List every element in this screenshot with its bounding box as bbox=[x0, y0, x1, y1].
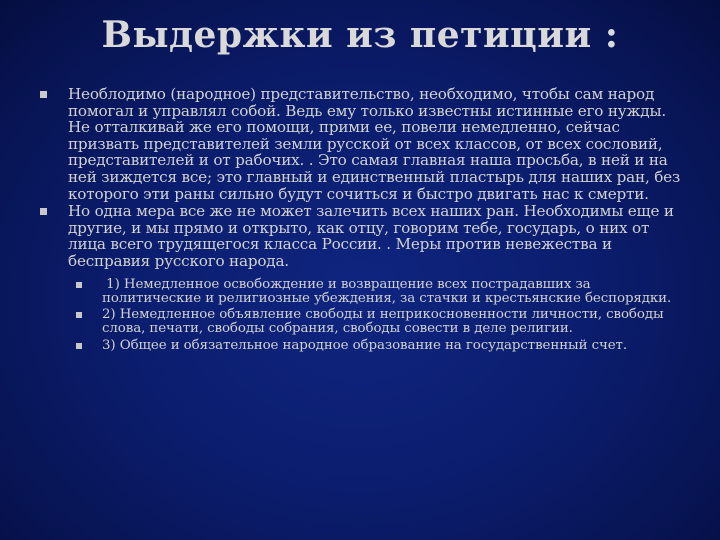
bullet-item bbox=[40, 203, 690, 269]
slide-title: Выдержки из петиции : bbox=[101, 14, 619, 56]
sub-bullet-item bbox=[76, 339, 676, 353]
square-bullet-icon bbox=[76, 343, 82, 349]
bullet-text: Необлодимо (народное) представительство, необходимо, чтобы сам народ помогал и управлял собой. Ведь ему только известны истинные его нужды. Не отталкивай же его помощи, прими ее, повели немедленно, сейчас призвать представителей земли русской от всех классов, от всех сословий, представителей и от рабочих. . Это самая главная наша просьба, в ней и на ней зиждется все; это главный и единственный пластырь для наших ран, без которого эти раны сильно будут сочиться и быстро двигать нас к смерти. bbox=[68, 85, 681, 203]
bullet-item bbox=[40, 86, 690, 202]
sub-bullet-list bbox=[40, 278, 676, 353]
square-bullet-icon bbox=[76, 282, 82, 288]
sub-bullet-text: 3) Общее и обязательное народное образование на государственный счет. bbox=[102, 337, 628, 353]
square-bullet-icon bbox=[40, 91, 47, 98]
square-bullet-icon bbox=[76, 312, 82, 318]
bullet-text: Но одна мера все же не может залечить всех наших ран. Необходимы еще и другие, и мы прямо и открыто, как отцу, говорим тебе, государь, о них от лица всего трудящегося класса России. . Меры против невежества и бесправия русского народа. bbox=[68, 202, 674, 270]
sub-bullet-item bbox=[76, 278, 676, 307]
square-bullet-icon bbox=[40, 208, 47, 215]
sub-bullet-text: 2) Немедленное объявление свободы и неприкосновенности личности, свободы слова, печати, свободы собрания, свободы совести в деле религии. bbox=[102, 307, 664, 337]
sub-bullet-item bbox=[76, 308, 676, 337]
bullet-list bbox=[40, 86, 690, 353]
sub-bullet-text: 1) Немедленное освобождение и возвращение всех пострадавших за политические и религиозные убеждения, за стачки и крестьянские беспорядки. bbox=[102, 276, 672, 306]
